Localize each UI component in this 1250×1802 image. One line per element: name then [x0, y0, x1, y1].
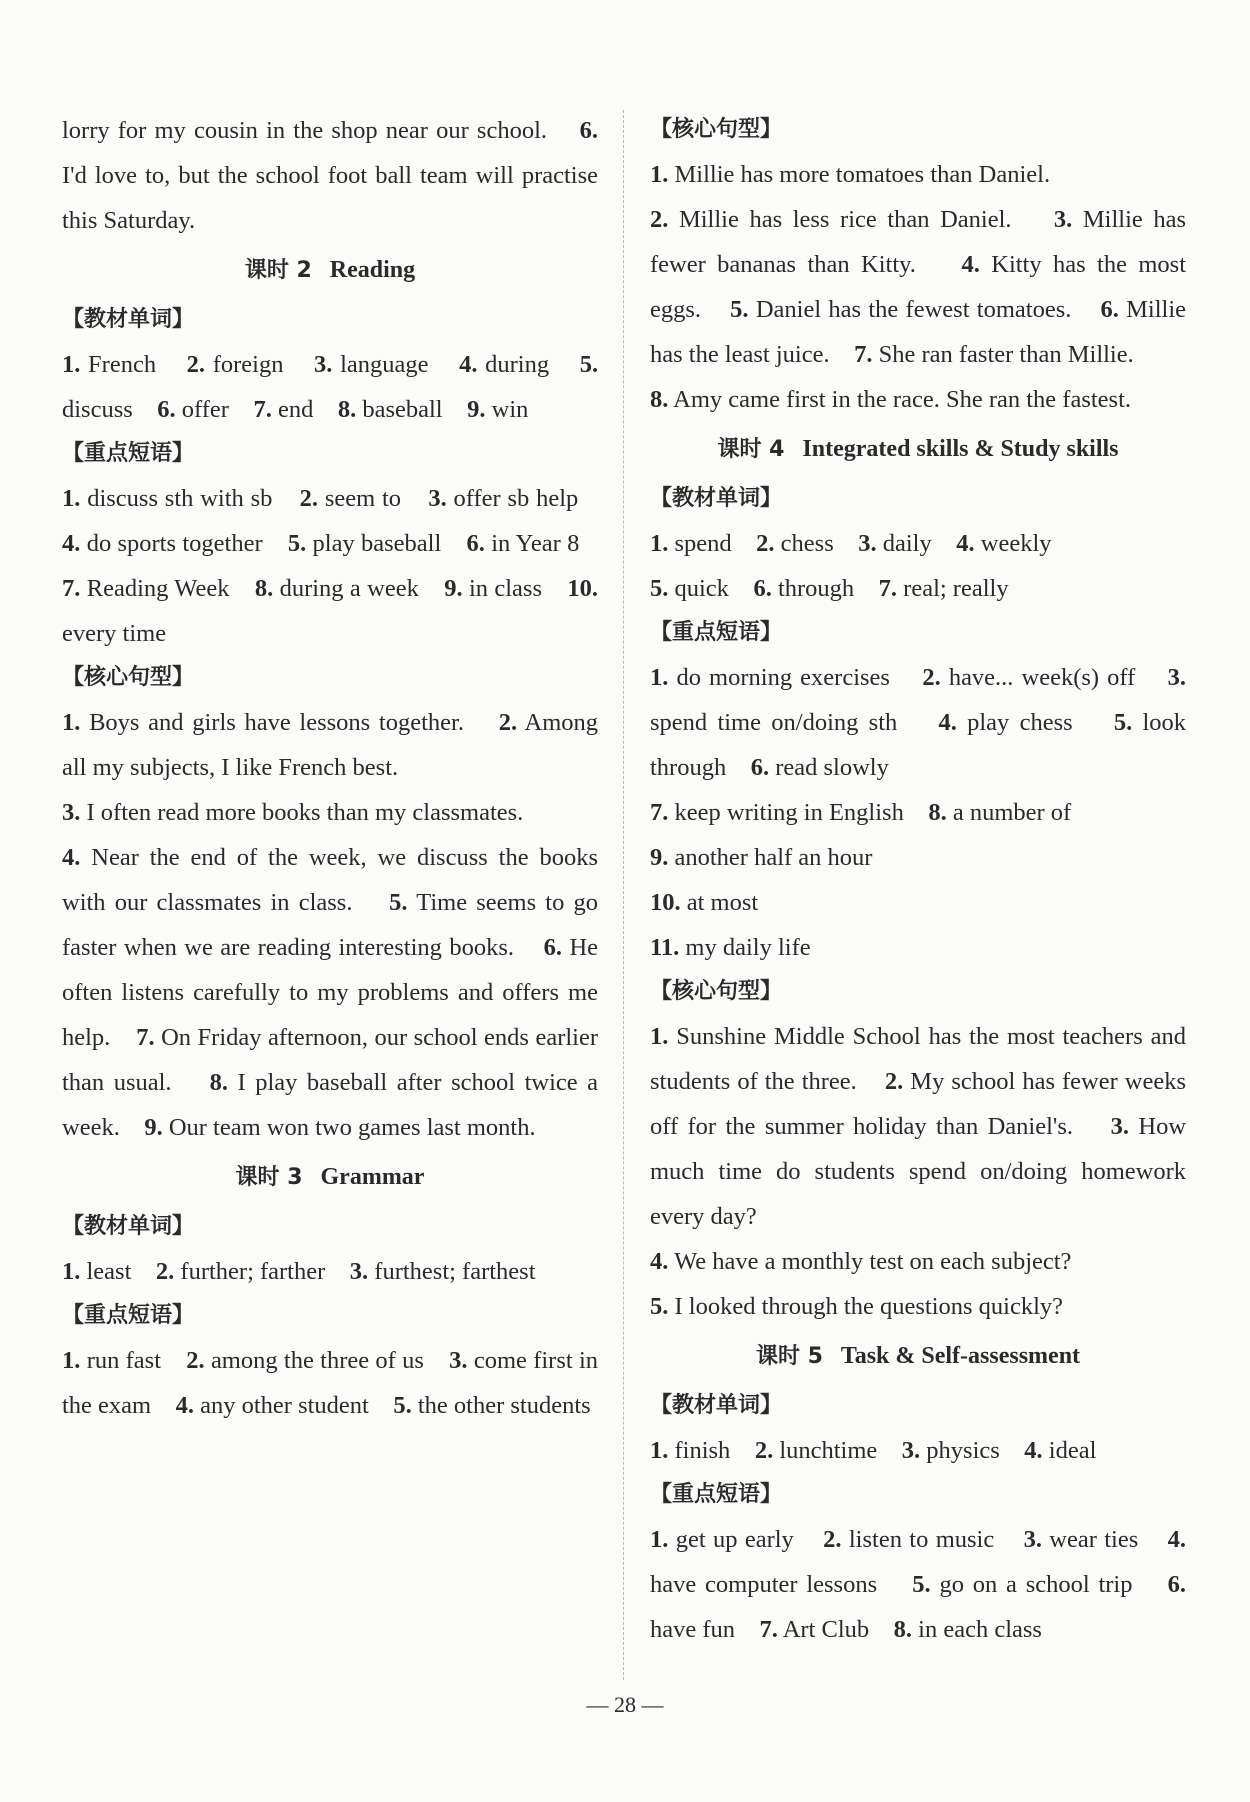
answer-group — [62, 342, 598, 432]
column-divider — [623, 110, 624, 1680]
answer-text: offer — [181, 396, 229, 423]
answer-text: Kitty has the most eggs. — [650, 251, 1187, 323]
item-number: 3. — [314, 351, 333, 378]
answer-text: How much time do students spend on/doing homework every day? — [650, 1113, 1187, 1230]
item-number: 3. — [901, 1437, 921, 1464]
answer-text: play chess — [967, 709, 1073, 736]
answer-text: Sunshine Middle School has the most teachers and students of the three. — [650, 1023, 1187, 1095]
item-number: 7. — [650, 799, 669, 826]
item-number: 1. — [650, 530, 669, 557]
answer-text: Time seems to go faster when we are reading interesting books. — [62, 889, 599, 961]
answer-group — [650, 521, 1186, 611]
item-number: 2. — [754, 1437, 774, 1464]
answer-text: We have a monthly test on each subject? — [674, 1248, 1072, 1275]
answer-text: end — [277, 396, 314, 423]
item-number: 5. — [650, 575, 669, 602]
answer-text: French — [88, 351, 157, 378]
answer-text: physics — [926, 1437, 1000, 1464]
answer-text: run fast — [86, 1347, 162, 1374]
item-number: 3. — [349, 1258, 369, 1285]
section-heading: 【教材单词】 — [62, 307, 195, 332]
item-number: 7. — [253, 396, 272, 423]
item-number: 8. — [893, 1616, 913, 1643]
answer-text: win — [491, 396, 529, 423]
item-number: 2. — [650, 206, 669, 233]
item-number: 3. — [428, 485, 447, 512]
item-number: 4. — [938, 709, 957, 736]
item-number: 1. — [62, 351, 81, 378]
item-number: 11. — [650, 934, 680, 961]
item-number: 3. — [1167, 664, 1187, 691]
answer-text: Among all my subjects, I like French best. — [62, 709, 599, 781]
answer-text: among the three of us — [210, 1347, 424, 1374]
item-number: 8. — [650, 386, 669, 413]
item-number: 8. — [337, 396, 357, 423]
item-number: 6. — [543, 934, 563, 961]
answer-text: my daily life — [685, 934, 811, 961]
answer-group — [62, 1249, 598, 1294]
answer-text: the other students — [417, 1392, 591, 1419]
lesson-3-heading: 课时 3 Grammar — [235, 1164, 425, 1190]
section-heading: 【重点短语】 — [650, 1482, 783, 1507]
answer-text: least — [86, 1258, 132, 1285]
answer-text: do sports together — [86, 530, 263, 557]
section-heading: 【重点短语】 — [650, 620, 783, 645]
answer-text: Millie has more tomatoes than Daniel. — [674, 161, 1051, 188]
answer-text: further; farther — [180, 1258, 326, 1285]
item-number: 10. — [650, 889, 681, 916]
answer-text: have computer lessons — [650, 1571, 878, 1598]
item-number: 6. — [753, 575, 772, 602]
answer-text: discuss sth with sb — [87, 485, 273, 512]
item-number: 1. — [62, 1347, 81, 1374]
item-number: 6. — [750, 754, 770, 781]
answer-text: a number of — [952, 799, 1072, 826]
item-number: 2. — [155, 1258, 175, 1285]
item-number: 8. — [209, 1069, 228, 1096]
answer-text: during — [485, 351, 550, 378]
answer-text: Boys and girls have lessons together. — [89, 709, 464, 736]
section-heading: 【核心句型】 — [62, 665, 195, 690]
lesson-4-heading: 课时 4 Integrated skills & Study skills — [717, 436, 1119, 462]
answer-text: in Year 8 — [491, 530, 580, 557]
item-number: 3. — [62, 799, 81, 826]
item-number: 9. — [650, 844, 669, 871]
item-number: 1. — [650, 1023, 669, 1050]
answer-group — [650, 1517, 1186, 1652]
answer-text: keep writing in English — [674, 799, 904, 826]
section-heading: 【重点短语】 — [62, 1303, 195, 1328]
answer-text: come first in the exam — [62, 1347, 599, 1419]
item-number: 4. — [956, 530, 975, 557]
item-number: 5. — [650, 1293, 669, 1320]
item-number: 7. — [62, 575, 81, 602]
answer-text: weekly — [980, 530, 1052, 557]
answer-text: seem to — [324, 485, 402, 512]
answer-text: go on a school trip — [939, 1571, 1133, 1598]
answer-text: I often read more books than my classmates. — [86, 799, 524, 826]
answer-group — [650, 152, 1186, 422]
answer-text: On Friday afternoon, our school ends earlier than usual. — [62, 1024, 599, 1096]
item-number: 4. — [62, 844, 81, 871]
answer-text: lunchtime — [779, 1437, 878, 1464]
answer-text: have fun — [650, 1616, 736, 1643]
item-number: 6. — [579, 117, 598, 144]
section-heading: 【教材单词】 — [650, 1393, 783, 1418]
intro-paragraph — [62, 108, 598, 243]
answer-group — [62, 476, 598, 656]
item-number: 6. — [466, 530, 485, 557]
answer-text: any other student — [200, 1392, 369, 1419]
section-heading: 【教材单词】 — [650, 486, 783, 511]
item-number: 9. — [144, 1114, 163, 1141]
item-number: 9. — [467, 396, 486, 423]
item-number: 5. — [287, 530, 307, 557]
right-column — [650, 108, 1186, 1652]
item-number: 4. — [459, 351, 478, 378]
item-number: 4. — [62, 530, 81, 557]
answer-text: play baseball — [312, 530, 442, 557]
page-number: — 28 — — [586, 1692, 664, 1717]
answer-text: wear ties — [1049, 1526, 1139, 1553]
intro-text: lorry for my cousin in the shop near our school. — [62, 117, 548, 144]
answer-text: furthest; farthest — [374, 1258, 536, 1285]
item-number: 1. — [650, 161, 669, 188]
answer-text: Near the end of the week, we discuss the books with our classmates in class. — [62, 844, 598, 916]
item-number: 5. — [730, 296, 749, 323]
answer-group — [650, 655, 1186, 970]
answer-text: discuss — [62, 396, 133, 423]
answer-group — [650, 1014, 1186, 1329]
answer-text: spend — [674, 530, 732, 557]
item-number: 2. — [186, 351, 206, 378]
answer-text: Millie has the least juice. — [650, 296, 1187, 368]
answer-text: listen to music — [848, 1526, 995, 1553]
answer-text: quick — [674, 575, 729, 602]
item-number: 3. — [858, 530, 877, 557]
item-number: 3. — [449, 1347, 468, 1374]
answer-text: language — [340, 351, 429, 378]
answer-text: ideal — [1048, 1437, 1097, 1464]
item-number: 4. — [650, 1248, 669, 1275]
answer-text: spend time on/doing sth — [650, 709, 898, 736]
answer-text: in each class — [918, 1616, 1042, 1643]
item-number: 1. — [62, 709, 81, 736]
lesson-5-heading: 课时 5 Task & Self-assessment — [755, 1343, 1081, 1369]
item-number: 1. — [62, 485, 81, 512]
item-number: 5. — [912, 1571, 931, 1598]
answer-text: through — [777, 575, 855, 602]
left-column — [62, 108, 598, 1428]
item-number: 5. — [579, 351, 599, 378]
answer-text: get up early — [675, 1526, 794, 1553]
answer-text: look through — [650, 709, 1187, 781]
item-number: 2. — [922, 664, 941, 691]
item-number: 6. — [157, 396, 176, 423]
section-heading: 【重点短语】 — [62, 441, 195, 466]
item-number: 2. — [498, 709, 518, 736]
answer-text: Amy came first in the race. She ran the fastest. — [673, 386, 1131, 413]
item-number: 7. — [878, 575, 898, 602]
answer-text: read slowly — [775, 754, 889, 781]
answer-text: every time — [62, 620, 167, 647]
item-number: 2. — [756, 530, 775, 557]
lesson-2-heading: 课时 2 Reading — [244, 257, 416, 283]
answer-text: real; really — [903, 575, 1009, 602]
answer-text: do morning exercises — [676, 664, 890, 691]
answer-text: Reading Week — [86, 575, 230, 602]
item-number: 6. — [1100, 296, 1119, 323]
intro-item-6: I'd love to, but the school foot ball team will practise this Saturday. — [62, 162, 598, 234]
answer-text: Millie has less rice than Daniel. — [678, 206, 1012, 233]
answer-text: My school has fewer weeks off for the summer holiday than Daniel's. — [650, 1068, 1186, 1140]
item-number: 2. — [823, 1526, 842, 1553]
item-number: 4. — [1167, 1526, 1186, 1553]
item-number: 3. — [1110, 1113, 1129, 1140]
section-heading: 【核心句型】 — [650, 117, 783, 142]
item-number: 10. — [567, 575, 599, 602]
answer-text: finish — [674, 1437, 731, 1464]
answer-text: She ran faster than Millie. — [878, 341, 1134, 368]
answer-group — [650, 1428, 1186, 1473]
answer-text: He often listens carefully to my problems and offers me help. — [62, 934, 599, 1051]
answer-group — [62, 1338, 598, 1428]
item-number: 1. — [62, 1258, 81, 1285]
answer-text: offer sb help — [453, 485, 579, 512]
item-number: 4. — [961, 251, 980, 278]
item-number: 2. — [884, 1068, 904, 1095]
answer-text: Art Club — [782, 1616, 870, 1643]
answer-text: Daniel has the fewest tomatoes. — [755, 296, 1072, 323]
answer-text: foreign — [212, 351, 284, 378]
item-number: 5. — [389, 889, 408, 916]
answer-text: at most — [686, 889, 759, 916]
item-number: 5. — [393, 1392, 412, 1419]
answer-text: in class — [468, 575, 542, 602]
section-heading: 【核心句型】 — [650, 979, 783, 1004]
item-number: 1. — [650, 1526, 669, 1553]
item-number: 7. — [854, 341, 873, 368]
item-number: 5. — [1113, 709, 1133, 736]
answer-text: I looked through the questions quickly? — [674, 1293, 1064, 1320]
answer-text: have... week(s) off — [948, 664, 1136, 691]
item-number: 8. — [928, 799, 947, 826]
answer-group — [62, 700, 598, 1150]
item-number: 6. — [1167, 1571, 1187, 1598]
section-heading: 【教材单词】 — [62, 1214, 195, 1239]
item-number: 4. — [175, 1392, 194, 1419]
answer-text: I play baseball after school twice a week. — [62, 1069, 599, 1141]
answer-text: another half an hour — [674, 844, 873, 871]
item-number: 2. — [299, 485, 319, 512]
item-number: 9. — [444, 575, 463, 602]
item-number: 1. — [650, 1437, 669, 1464]
answer-text: Millie has fewer bananas than Kitty. — [650, 206, 1187, 278]
item-number: 7. — [136, 1024, 155, 1051]
answer-text: daily — [882, 530, 932, 557]
item-number: 2. — [186, 1347, 205, 1374]
item-number: 7. — [759, 1616, 778, 1643]
answer-text: during a week — [279, 575, 419, 602]
answer-text: baseball — [362, 396, 443, 423]
answer-text: chess — [780, 530, 834, 557]
item-number: 1. — [650, 664, 669, 691]
item-number: 8. — [254, 575, 274, 602]
item-number: 3. — [1053, 206, 1073, 233]
item-number: 4. — [1024, 1437, 1043, 1464]
item-number: 3. — [1023, 1526, 1042, 1553]
answer-text: Our team won two games last month. — [168, 1114, 536, 1141]
